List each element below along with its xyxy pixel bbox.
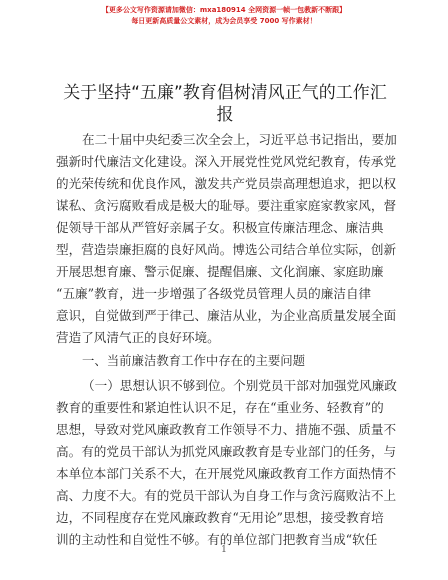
promo-banner-line-1: 【更多公文写作资源请加微信：mxa180914 全网资源一帧一包教新不断跟】 [101,6,347,14]
paragraph-line: 本单位本部门关系不大，在开展党风廉政教育工作方面热情不 [56,466,397,481]
paragraph-line: 高。有的党员干部认为抓党风廉政教育是专业部门的任务，与 [56,444,397,459]
paragraph-line: “五廉”教育，进一步增强了各级党员管理人员的廉洁自律 [56,286,372,301]
paragraph-line: 高、力度不大。有的党员干部认为自身工作与贪污腐败沾不上 [56,488,397,503]
paragraph-line: 在二十届中央纪委三次全会上，习近平总书记指出，要加 [82,132,397,147]
paragraph-line: （一）思想认识不够到位。个别党员干部对加强党风廉政 [82,378,397,393]
document-title-line-2: 报 [216,105,234,125]
paragraph-line: 开展思想育廉、警示促廉、提醒倡廉、文化润廉、家庭助廉 [56,264,384,279]
paragraph-line: 的光荣传统和优良作风，激发共产党员崇高理想追求，把以权 [56,176,397,191]
section-heading: 一、当前廉洁教育工作中存在的主要问题 [82,353,306,368]
paragraph-line: 谋私、贪污腐败看成是极大的耻辱。要注重家庭家教家风，督 [56,198,397,213]
paragraph-line: 促领导干部从严管好亲属子女。积极宣传廉洁理念、廉洁典 [56,220,384,235]
paragraph-line: 边，不同程度存在党风廉政教育“无用论”思想，接受教育培 [56,510,384,525]
paragraph-line: 训的主动性和自觉性不够。有的单位部门把教育当成“软任 [56,532,378,547]
paragraph-line: 意识，自觉做到严于律己、廉洁从业，为企业高质量发展全面 [56,308,397,323]
paragraph-line: 强新时代廉洁文化建设。深入开展党性党风党纪教育，传承党 [56,154,397,169]
paragraph-line: 思想，导致对党风廉政教育工作领导不力、措施不强、质量不 [56,422,397,437]
paragraph-line: 营造了风清气正的良好环境。 [56,330,220,345]
document-title-line-1: 关于坚持“五廉”教育倡树清风正气的工作汇 [63,83,387,103]
paragraph-line: 型，营造崇廉拒腐的良好风尚。博选公司结合单位实际，创新 [56,242,397,257]
paragraph-line: 教育的重要性和紧迫性认识不足，存在“重业务、轻教育”的 [56,400,384,415]
page-number: 1 [221,545,227,555]
promo-banner-line-2: 每日更新高质量公文素材，成为会员享受 7000 写作素材！ [131,17,317,25]
